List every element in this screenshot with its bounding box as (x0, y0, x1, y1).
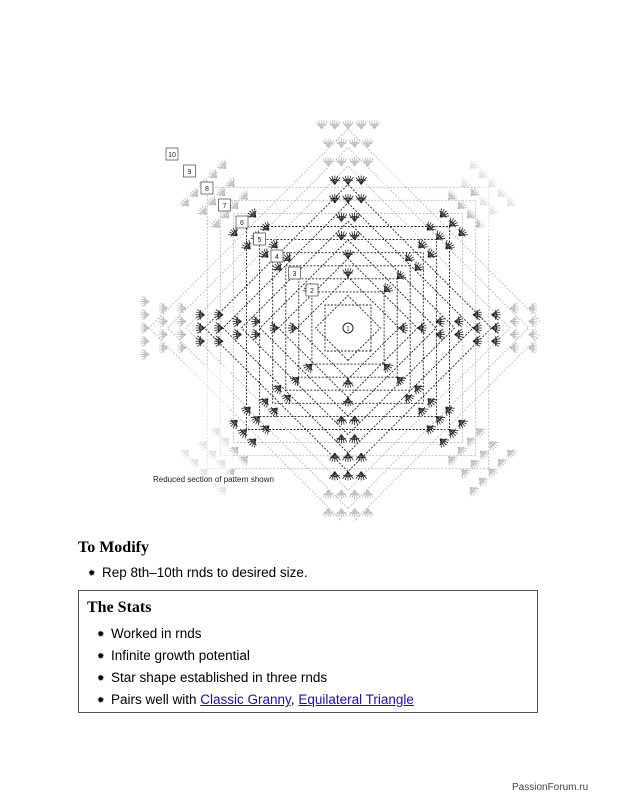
shell-stitch-symbol (362, 139, 373, 148)
shell-stitch-symbol (362, 157, 373, 166)
shell-stitch-symbol (302, 360, 316, 374)
list-item-pairs (91, 689, 414, 711)
shell-stitch-symbol (329, 453, 340, 462)
shell-stitch-symbol (140, 336, 149, 347)
shell-stitch-symbol (529, 316, 538, 327)
shell-stitch-symbol (237, 453, 251, 467)
round-label: 10 (168, 152, 176, 159)
the-stats-heading: The Stats (87, 599, 152, 616)
fade-overlay-bottom-left (80, 366, 230, 521)
round-label: 3 (292, 271, 297, 278)
shell-stitch-symbol (196, 204, 210, 218)
shell-stitch-symbol (159, 316, 168, 327)
shell-stitch-symbol (455, 226, 469, 240)
crochet-chart-svg (80, 66, 540, 521)
list-item: ✹ Star shape established in three rnds (91, 667, 414, 689)
shell-stitch-symbol (343, 453, 354, 462)
shell-stitch-symbol (455, 416, 469, 430)
shell-stitch-symbol (433, 413, 447, 427)
shell-stitch-symbol (288, 323, 297, 334)
shell-stitch-symbol (323, 139, 334, 148)
shell-stitch-symbol (433, 229, 447, 243)
shell-stitch-symbol (159, 342, 168, 353)
shell-stitch-symbol (393, 373, 407, 387)
list-item: ✹ Worked in rnds (91, 623, 414, 645)
crochet-chart-diagram (80, 66, 540, 521)
shell-stitch-symbol (343, 194, 354, 203)
shell-stitch-symbol (336, 157, 347, 166)
shell-stitch-symbol (356, 176, 367, 185)
shell-stitch-symbol (343, 472, 354, 481)
to-modify-list (82, 562, 308, 584)
round-label: 8 (205, 186, 209, 193)
the-stats-box (78, 590, 538, 713)
shell-stitch-symbol (492, 323, 501, 334)
shell-stitch-symbol (259, 220, 273, 234)
shell-stitch-symbol (224, 176, 238, 190)
shell-stitch-symbol (336, 231, 347, 240)
shell-stitch-symbol (343, 250, 354, 259)
shell-stitch-symbol (393, 269, 407, 283)
shell-stitch-symbol (178, 196, 192, 210)
shell-stitch-symbol (177, 329, 186, 340)
shell-stitch-symbol (323, 509, 334, 518)
shell-stitch-symbol (214, 323, 223, 334)
shell-stitch-symbol (323, 157, 334, 166)
shell-stitch-symbol (445, 189, 459, 203)
shell-stitch-symbol (486, 438, 500, 452)
watermark: PassionForum.ru (512, 782, 589, 793)
shell-stitch-symbol (494, 456, 508, 470)
shell-stitch-symbol (206, 168, 220, 182)
shell-stitch-symbol (356, 120, 367, 129)
shell-stitch-symbol (209, 217, 223, 231)
round-label: 6 (240, 220, 244, 227)
shell-stitch-symbol (485, 465, 499, 479)
diagram-caption: Reduced section of pattern shown (153, 475, 274, 484)
shell-stitch-symbol (216, 158, 230, 172)
shell-stitch-symbol (504, 446, 518, 460)
the-stats-list (91, 623, 414, 711)
shell-stitch-symbol (423, 220, 437, 234)
shell-stitch-symbol (188, 186, 202, 200)
shell-stitch-symbol (343, 120, 354, 129)
shell-stitch-symbol (473, 336, 482, 347)
round-label: 5 (257, 237, 262, 244)
round-label: 9 (187, 169, 192, 176)
shell-stitch-symbol (529, 342, 538, 353)
shell-stitch-symbol (362, 509, 373, 518)
shell-stitch-symbol (442, 239, 456, 253)
shell-stitch-symbol (436, 316, 445, 327)
shell-stitch-symbol (140, 309, 149, 320)
shell-stitch-symbol (251, 329, 260, 340)
shell-stitch-symbol (349, 435, 360, 444)
shell-stitch-symbol (249, 413, 263, 427)
pairs-prefix: Pairs well with (111, 692, 201, 707)
shell-stitch-symbol (458, 466, 472, 480)
fade-overlay-top-right (380, 66, 540, 236)
shell-stitch-symbol (510, 342, 519, 353)
classic-granny-link[interactable]: Classic Granny (200, 692, 291, 707)
shell-stitch-symbol (323, 490, 334, 499)
shell-stitch-symbol (240, 403, 254, 417)
shell-stitch-symbol (445, 453, 459, 467)
shell-stitch-symbol (473, 425, 487, 439)
shell-stitch-symbol (466, 484, 480, 498)
shell-stitch-symbol (380, 282, 394, 296)
shell-stitch-symbol (356, 472, 367, 481)
shell-stitch-symbol (343, 268, 354, 277)
link-separator: , (290, 692, 299, 707)
shell-stitch-symbol (343, 398, 354, 407)
shell-stitch-symbol (423, 422, 437, 436)
shell-stitch-symbol (442, 403, 456, 417)
shell-stitch-symbol (214, 309, 223, 320)
shell-stitch-symbol (196, 323, 205, 334)
shell-stitch-symbol (289, 373, 303, 387)
shell-stitch-symbol (159, 303, 168, 314)
shell-stitch-symbol (476, 474, 490, 488)
shell-stitch-symbol (329, 120, 340, 129)
shell-stitch-symbol (270, 323, 279, 334)
shell-stitch-symbol (329, 472, 340, 481)
round-label: 7 (222, 203, 227, 210)
shell-stitch-symbol (140, 349, 149, 360)
shell-stitch-symbol (177, 303, 186, 314)
shell-stitch-symbol (418, 323, 427, 334)
shell-stitch-symbol (177, 342, 186, 353)
shell-stitch-symbol (240, 239, 254, 253)
shell-stitch-symbol (316, 120, 327, 129)
shell-stitch-symbol (140, 323, 149, 334)
shell-stitch-symbol (399, 323, 408, 334)
shell-stitch-symbol (349, 416, 360, 425)
shell-stitch-symbol (473, 323, 482, 334)
shell-stitch-symbol (529, 303, 538, 314)
round-label: 4 (275, 254, 279, 261)
center-round-label: 1 (346, 326, 350, 333)
shell-stitch-symbol (237, 189, 251, 203)
shell-stitch-symbol (233, 316, 242, 327)
shell-stitch-symbol (510, 303, 519, 314)
equilateral-triangle-link[interactable]: Equilateral Triangle (298, 692, 414, 707)
shell-stitch-symbol (343, 379, 354, 388)
shell-stitch-symbol (259, 422, 273, 436)
shell-stitch-symbol (369, 120, 380, 129)
to-modify-heading: To Modify (78, 539, 149, 556)
shell-stitch-symbol (140, 296, 149, 307)
shell-stitch-symbol (343, 176, 354, 185)
shell-stitch-symbol (356, 194, 367, 203)
list-item: ✹ Rep 8th–10th rnds to desired size. (82, 562, 308, 584)
list-item: ✹ Infinite growth potential (91, 645, 414, 667)
shell-stitch-symbol (336, 213, 347, 222)
shell-stitch-symbol (362, 490, 373, 499)
round-label: 2 (310, 288, 314, 295)
